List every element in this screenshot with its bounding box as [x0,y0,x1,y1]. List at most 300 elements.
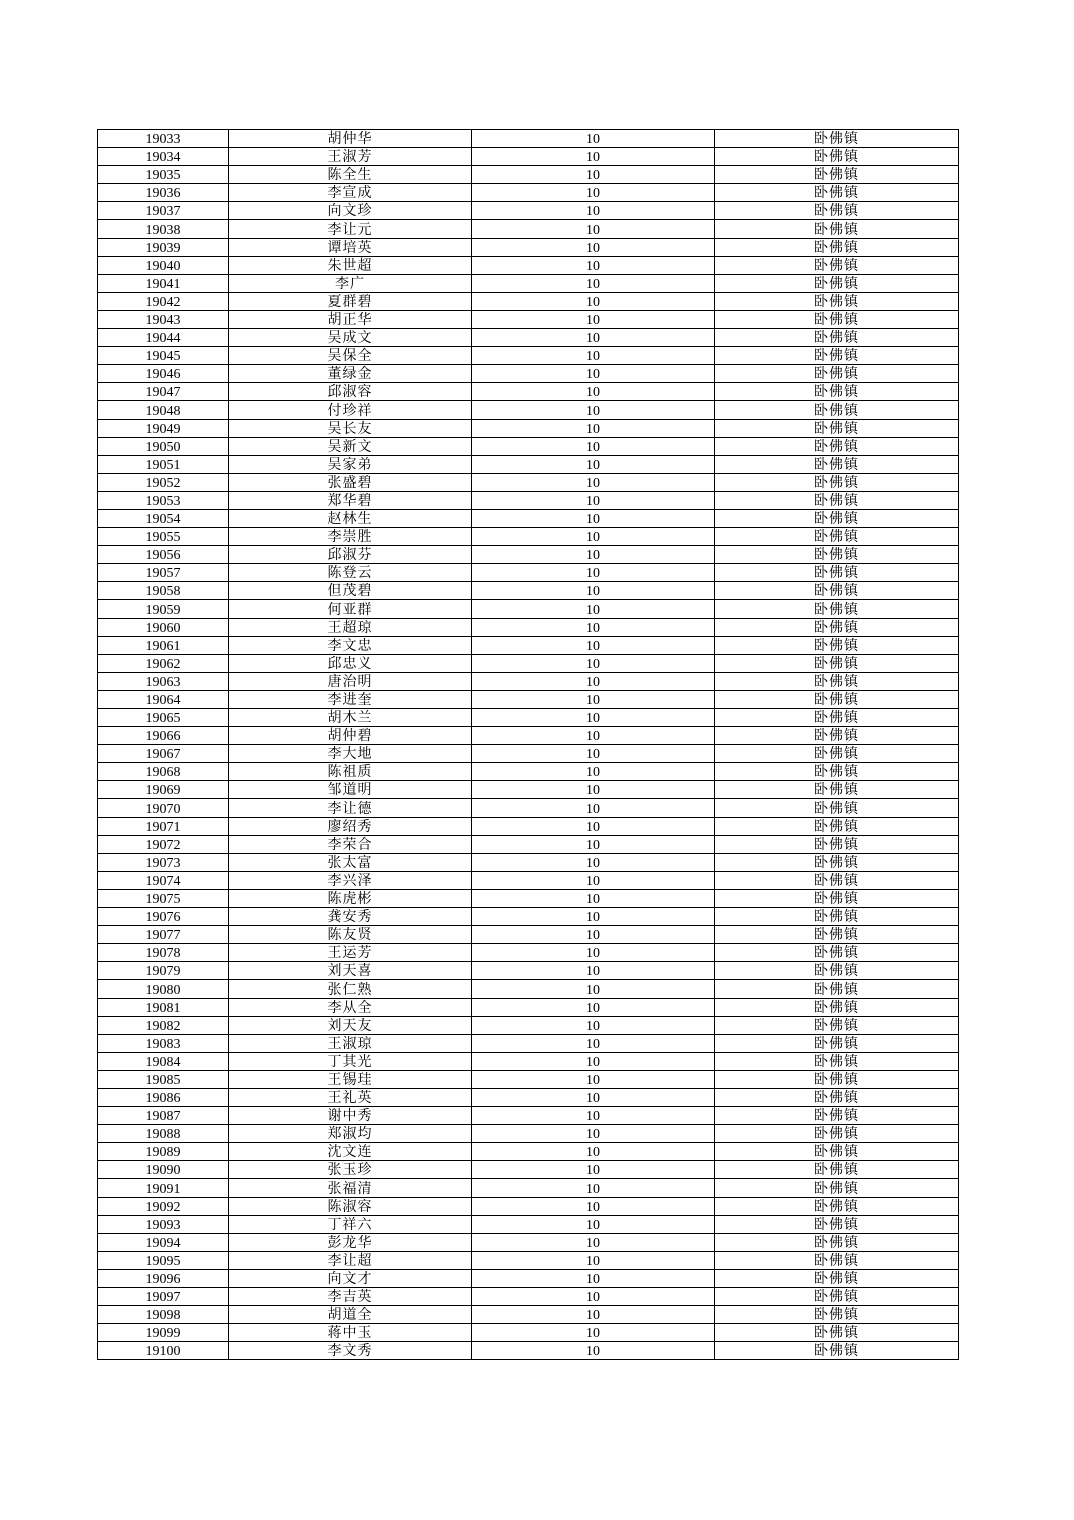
cell-amount: 10 [472,799,715,817]
cell-amount: 10 [472,1233,715,1251]
cell-amount: 10 [472,509,715,527]
cell-amount: 10 [472,437,715,455]
table-row [98,1161,959,1179]
cell-amount: 10 [472,401,715,419]
table-row [98,582,959,600]
cell-amount: 10 [472,908,715,926]
cell-town-text: 卧佛镇 [814,819,859,835]
cell-name-text: 刘天喜 [327,964,373,980]
table-row [98,600,959,618]
table-row [98,292,959,310]
cell-name [229,1070,472,1088]
cell-amount: 10 [472,962,715,980]
cell-town [715,1125,959,1143]
cell-name-text: 丁其光 [327,1054,373,1070]
cell-id: 19058 [98,582,229,600]
cell-id: 19059 [98,600,229,618]
cell-amount: 10 [472,220,715,238]
cell-town-text: 卧佛镇 [814,1054,859,1070]
cell-id: 19049 [98,419,229,437]
cell-id: 19087 [98,1107,229,1125]
cell-town [715,528,959,546]
cell-town [715,347,959,365]
cell-town [715,781,959,799]
cell-name-text: 邱忠义 [327,656,373,672]
cell-amount: 10 [472,781,715,799]
cell-name [229,727,472,745]
cell-town [715,654,959,672]
cell-id: 19052 [98,473,229,491]
table-row [98,799,959,817]
cell-town [715,256,959,274]
cell-town-text: 卧佛镇 [814,512,859,528]
cell-id: 19037 [98,202,229,220]
cell-amount: 10 [472,329,715,347]
cell-town [715,546,959,564]
table-row [98,238,959,256]
cell-name-text: 张太富 [327,855,373,871]
table-row [98,166,959,184]
cell-name-text: 胡道全 [327,1308,373,1324]
cell-name-text: 彭龙华 [327,1235,373,1251]
cell-name [229,799,472,817]
table-row [98,1052,959,1070]
cell-town [715,1034,959,1052]
cell-town [715,799,959,817]
cell-town [715,690,959,708]
cell-town-text: 卧佛镇 [814,1127,859,1143]
cell-name-text: 王淑芳 [327,150,373,166]
cell-amount: 10 [472,546,715,564]
cell-name-text: 陈全生 [327,168,373,184]
cell-name-text: 陈虎彬 [327,892,373,908]
table-row [98,528,959,546]
cell-town-text: 卧佛镇 [814,1145,859,1161]
cell-name [229,491,472,509]
cell-amount: 10 [472,1107,715,1125]
cell-name-text: 李宣成 [327,186,373,202]
cell-town-text: 卧佛镇 [814,584,859,600]
table-row [98,256,959,274]
cell-name [229,437,472,455]
cell-id: 19060 [98,618,229,636]
cell-amount: 10 [472,1016,715,1034]
cell-name-text: 李荣合 [327,837,373,853]
cell-name [229,1107,472,1125]
cell-amount: 10 [472,1070,715,1088]
cell-town [715,871,959,889]
table-row [98,1251,959,1269]
cell-amount: 10 [472,130,715,148]
cell-name-text: 李吉英 [327,1290,373,1306]
cell-town [715,292,959,310]
cell-name-text: 吴保全 [327,349,373,365]
cell-amount: 10 [472,763,715,781]
cell-name [229,926,472,944]
cell-id: 19073 [98,853,229,871]
cell-id: 19096 [98,1269,229,1287]
cell-name-text: 张盛碧 [327,475,373,491]
cell-name-text: 陈登云 [327,566,373,582]
table-row [98,184,959,202]
cell-town-text: 卧佛镇 [814,240,859,256]
cell-town-text: 卧佛镇 [814,1235,859,1251]
cell-name [229,365,472,383]
cell-name [229,202,472,220]
cell-town-text: 卧佛镇 [814,602,859,618]
cell-name-text: 刘天友 [327,1018,373,1034]
cell-name-text: 胡仲华 [327,132,373,148]
cell-town [715,419,959,437]
table-row [98,745,959,763]
cell-name [229,980,472,998]
cell-name [229,1052,472,1070]
cell-amount: 10 [472,166,715,184]
cell-name [229,383,472,401]
cell-name-text: 李让元 [327,222,373,238]
table-row [98,546,959,564]
cell-town [715,509,959,527]
cell-name [229,347,472,365]
cell-town [715,1269,959,1287]
cell-id: 19039 [98,238,229,256]
cell-name-text: 赵林生 [327,512,373,528]
cell-town-text: 卧佛镇 [814,964,859,980]
cell-town [715,1052,959,1070]
cell-name-text: 龚安秀 [327,910,373,926]
cell-id: 19065 [98,709,229,727]
cell-name-text: 李崇胜 [327,530,373,546]
cell-id: 19062 [98,654,229,672]
table-row [98,944,959,962]
cell-town-text: 卧佛镇 [814,638,859,654]
cell-town-text: 卧佛镇 [814,439,859,455]
cell-town [715,980,959,998]
cell-town-text: 卧佛镇 [814,1109,859,1125]
cell-name [229,329,472,347]
cell-name [229,745,472,763]
cell-id: 19100 [98,1342,229,1360]
cell-name-text: 廖绍秀 [327,819,373,835]
cell-name-text: 李兴泽 [327,873,373,889]
cell-name-text: 李文忠 [327,638,373,654]
cell-name-text: 吴家弟 [327,457,373,473]
cell-id: 19078 [98,944,229,962]
table-row [98,329,959,347]
cell-name-text: 丁祥六 [327,1217,373,1233]
cell-name-text: 李大地 [327,747,373,763]
table-row [98,437,959,455]
cell-town-text: 卧佛镇 [814,367,859,383]
cell-town [715,1016,959,1034]
table-row [98,709,959,727]
cell-name [229,1161,472,1179]
table-row [98,491,959,509]
table-row [98,618,959,636]
cell-amount: 10 [472,871,715,889]
cell-amount: 10 [472,600,715,618]
cell-amount: 10 [472,636,715,654]
cell-id: 19086 [98,1088,229,1106]
cell-town-text: 卧佛镇 [814,548,859,564]
cell-name-text: 李从全 [327,1000,373,1016]
cell-name [229,1179,472,1197]
table-row [98,1324,959,1342]
cell-name-text: 张仁熟 [327,982,373,998]
cell-name [229,184,472,202]
cell-name [229,817,472,835]
cell-name [229,546,472,564]
cell-name-text: 王运芳 [327,946,373,962]
cell-town-text: 卧佛镇 [814,1036,859,1052]
cell-amount: 10 [472,998,715,1016]
cell-town [715,1107,959,1125]
cell-amount: 10 [472,473,715,491]
cell-id: 19082 [98,1016,229,1034]
cell-town-text: 卧佛镇 [814,1326,859,1342]
cell-amount: 10 [472,709,715,727]
cell-amount: 10 [472,1179,715,1197]
table-row [98,926,959,944]
cell-id: 19043 [98,310,229,328]
cell-town [715,166,959,184]
cell-amount: 10 [472,365,715,383]
cell-town-text: 卧佛镇 [814,892,859,908]
cell-name [229,238,472,256]
cell-name [229,1016,472,1034]
cell-town [715,202,959,220]
cell-id: 19079 [98,962,229,980]
cell-name [229,709,472,727]
cell-id: 19045 [98,347,229,365]
cell-name [229,166,472,184]
table-row [98,817,959,835]
cell-town [715,1215,959,1233]
cell-town-text: 卧佛镇 [814,349,859,365]
cell-id: 19091 [98,1179,229,1197]
cell-town [715,401,959,419]
cell-town [715,184,959,202]
table-row [98,853,959,871]
cell-town [715,889,959,907]
cell-id: 19063 [98,672,229,690]
cell-town [715,220,959,238]
cell-id: 19055 [98,528,229,546]
cell-amount: 10 [472,1251,715,1269]
table-row [98,365,959,383]
cell-name-text: 邱淑容 [327,385,373,401]
cell-id: 19068 [98,763,229,781]
cell-amount: 10 [472,1143,715,1161]
cell-amount: 10 [472,564,715,582]
cell-amount: 10 [472,1125,715,1143]
cell-id: 19099 [98,1324,229,1342]
table-row [98,835,959,853]
table-row [98,690,959,708]
cell-name [229,908,472,926]
cell-amount: 10 [472,1269,715,1287]
cell-town [715,908,959,926]
cell-id: 19056 [98,546,229,564]
cell-id: 19081 [98,998,229,1016]
cell-town-text: 卧佛镇 [814,1344,859,1360]
cell-name [229,473,472,491]
cell-id: 19084 [98,1052,229,1070]
cell-town [715,1288,959,1306]
cell-amount: 10 [472,1306,715,1324]
cell-id: 19080 [98,980,229,998]
table-row [98,871,959,889]
table-row [98,1070,959,1088]
cell-town-text: 卧佛镇 [814,566,859,582]
cell-name [229,148,472,166]
cell-amount: 10 [472,980,715,998]
cell-name [229,1143,472,1161]
cell-id: 19042 [98,292,229,310]
cell-name [229,654,472,672]
cell-name [229,1197,472,1215]
cell-town [715,473,959,491]
cell-amount: 10 [472,491,715,509]
cell-town-text: 卧佛镇 [814,1181,859,1197]
data-table [97,129,959,1360]
cell-name-text: 陈友贤 [327,928,373,944]
cell-name [229,962,472,980]
cell-town-text: 卧佛镇 [814,331,859,347]
cell-town-text: 卧佛镇 [814,385,859,401]
cell-town [715,310,959,328]
cell-id: 19076 [98,908,229,926]
cell-name [229,256,472,274]
cell-id: 19097 [98,1288,229,1306]
cell-id: 19064 [98,690,229,708]
cell-id: 19077 [98,926,229,944]
table-row [98,727,959,745]
cell-id: 19074 [98,871,229,889]
cell-town [715,1233,959,1251]
cell-id: 19070 [98,799,229,817]
cell-name [229,419,472,437]
table-row [98,889,959,907]
table-row [98,383,959,401]
cell-id: 19092 [98,1197,229,1215]
cell-name [229,672,472,690]
cell-amount: 10 [472,274,715,292]
table-row [98,347,959,365]
cell-town [715,491,959,509]
cell-id: 19066 [98,727,229,745]
cell-name [229,1125,472,1143]
cell-amount: 10 [472,835,715,853]
cell-name-text: 王礼英 [327,1091,373,1107]
cell-amount: 10 [472,1088,715,1106]
cell-name-text: 王淑琼 [327,1036,373,1052]
cell-name-text: 但茂碧 [327,584,373,600]
table-row [98,473,959,491]
cell-id: 19034 [98,148,229,166]
cell-name [229,944,472,962]
cell-name [229,1288,472,1306]
cell-name-text: 向文珍 [327,204,373,220]
table-row [98,1306,959,1324]
cell-name-text: 郑淑均 [327,1127,373,1143]
cell-town [715,1143,959,1161]
table-row [98,672,959,690]
table-row [98,220,959,238]
cell-town [715,274,959,292]
cell-amount: 10 [472,926,715,944]
cell-town-text: 卧佛镇 [814,982,859,998]
cell-name-text: 王锡珪 [327,1072,373,1088]
cell-name-text: 吴新文 [327,439,373,455]
cell-amount: 10 [472,1197,715,1215]
cell-town [715,1251,959,1269]
cell-name [229,1342,472,1360]
cell-town [715,564,959,582]
cell-amount: 10 [472,1288,715,1306]
cell-town-text: 卧佛镇 [814,765,859,781]
table-row [98,1233,959,1251]
cell-town-text: 卧佛镇 [814,711,859,727]
cell-town [715,835,959,853]
table-row [98,980,959,998]
table-row [98,1179,959,1197]
cell-town-text: 卧佛镇 [814,1199,859,1215]
cell-name-text: 谭培英 [327,240,373,256]
cell-name [229,636,472,654]
cell-name [229,1269,472,1287]
cell-town-text: 卧佛镇 [814,1163,859,1179]
cell-id: 19061 [98,636,229,654]
table-row [98,1016,959,1034]
table-row [98,148,959,166]
cell-town-text: 卧佛镇 [814,1091,859,1107]
cell-name-text: 李广 [335,276,365,292]
cell-town [715,130,959,148]
cell-amount: 10 [472,1342,715,1360]
cell-amount: 10 [472,853,715,871]
cell-name-text: 朱世超 [327,258,373,274]
table-row [98,274,959,292]
cell-town [715,1161,959,1179]
cell-name [229,220,472,238]
cell-name [229,1306,472,1324]
cell-id: 19038 [98,220,229,238]
cell-id: 19051 [98,455,229,473]
cell-amount: 10 [472,310,715,328]
cell-name [229,889,472,907]
cell-town-text: 卧佛镇 [814,910,859,926]
cell-town [715,455,959,473]
table-row [98,781,959,799]
cell-id: 19041 [98,274,229,292]
cell-name [229,582,472,600]
cell-name [229,763,472,781]
cell-name-text: 王超琼 [327,620,373,636]
cell-name [229,835,472,853]
cell-amount: 10 [472,690,715,708]
cell-town [715,437,959,455]
cell-name [229,274,472,292]
cell-town-text: 卧佛镇 [814,150,859,166]
cell-amount: 10 [472,202,715,220]
cell-name [229,600,472,618]
cell-town [715,636,959,654]
table-row [98,1088,959,1106]
table-row [98,202,959,220]
cell-id: 19098 [98,1306,229,1324]
cell-amount: 10 [472,582,715,600]
